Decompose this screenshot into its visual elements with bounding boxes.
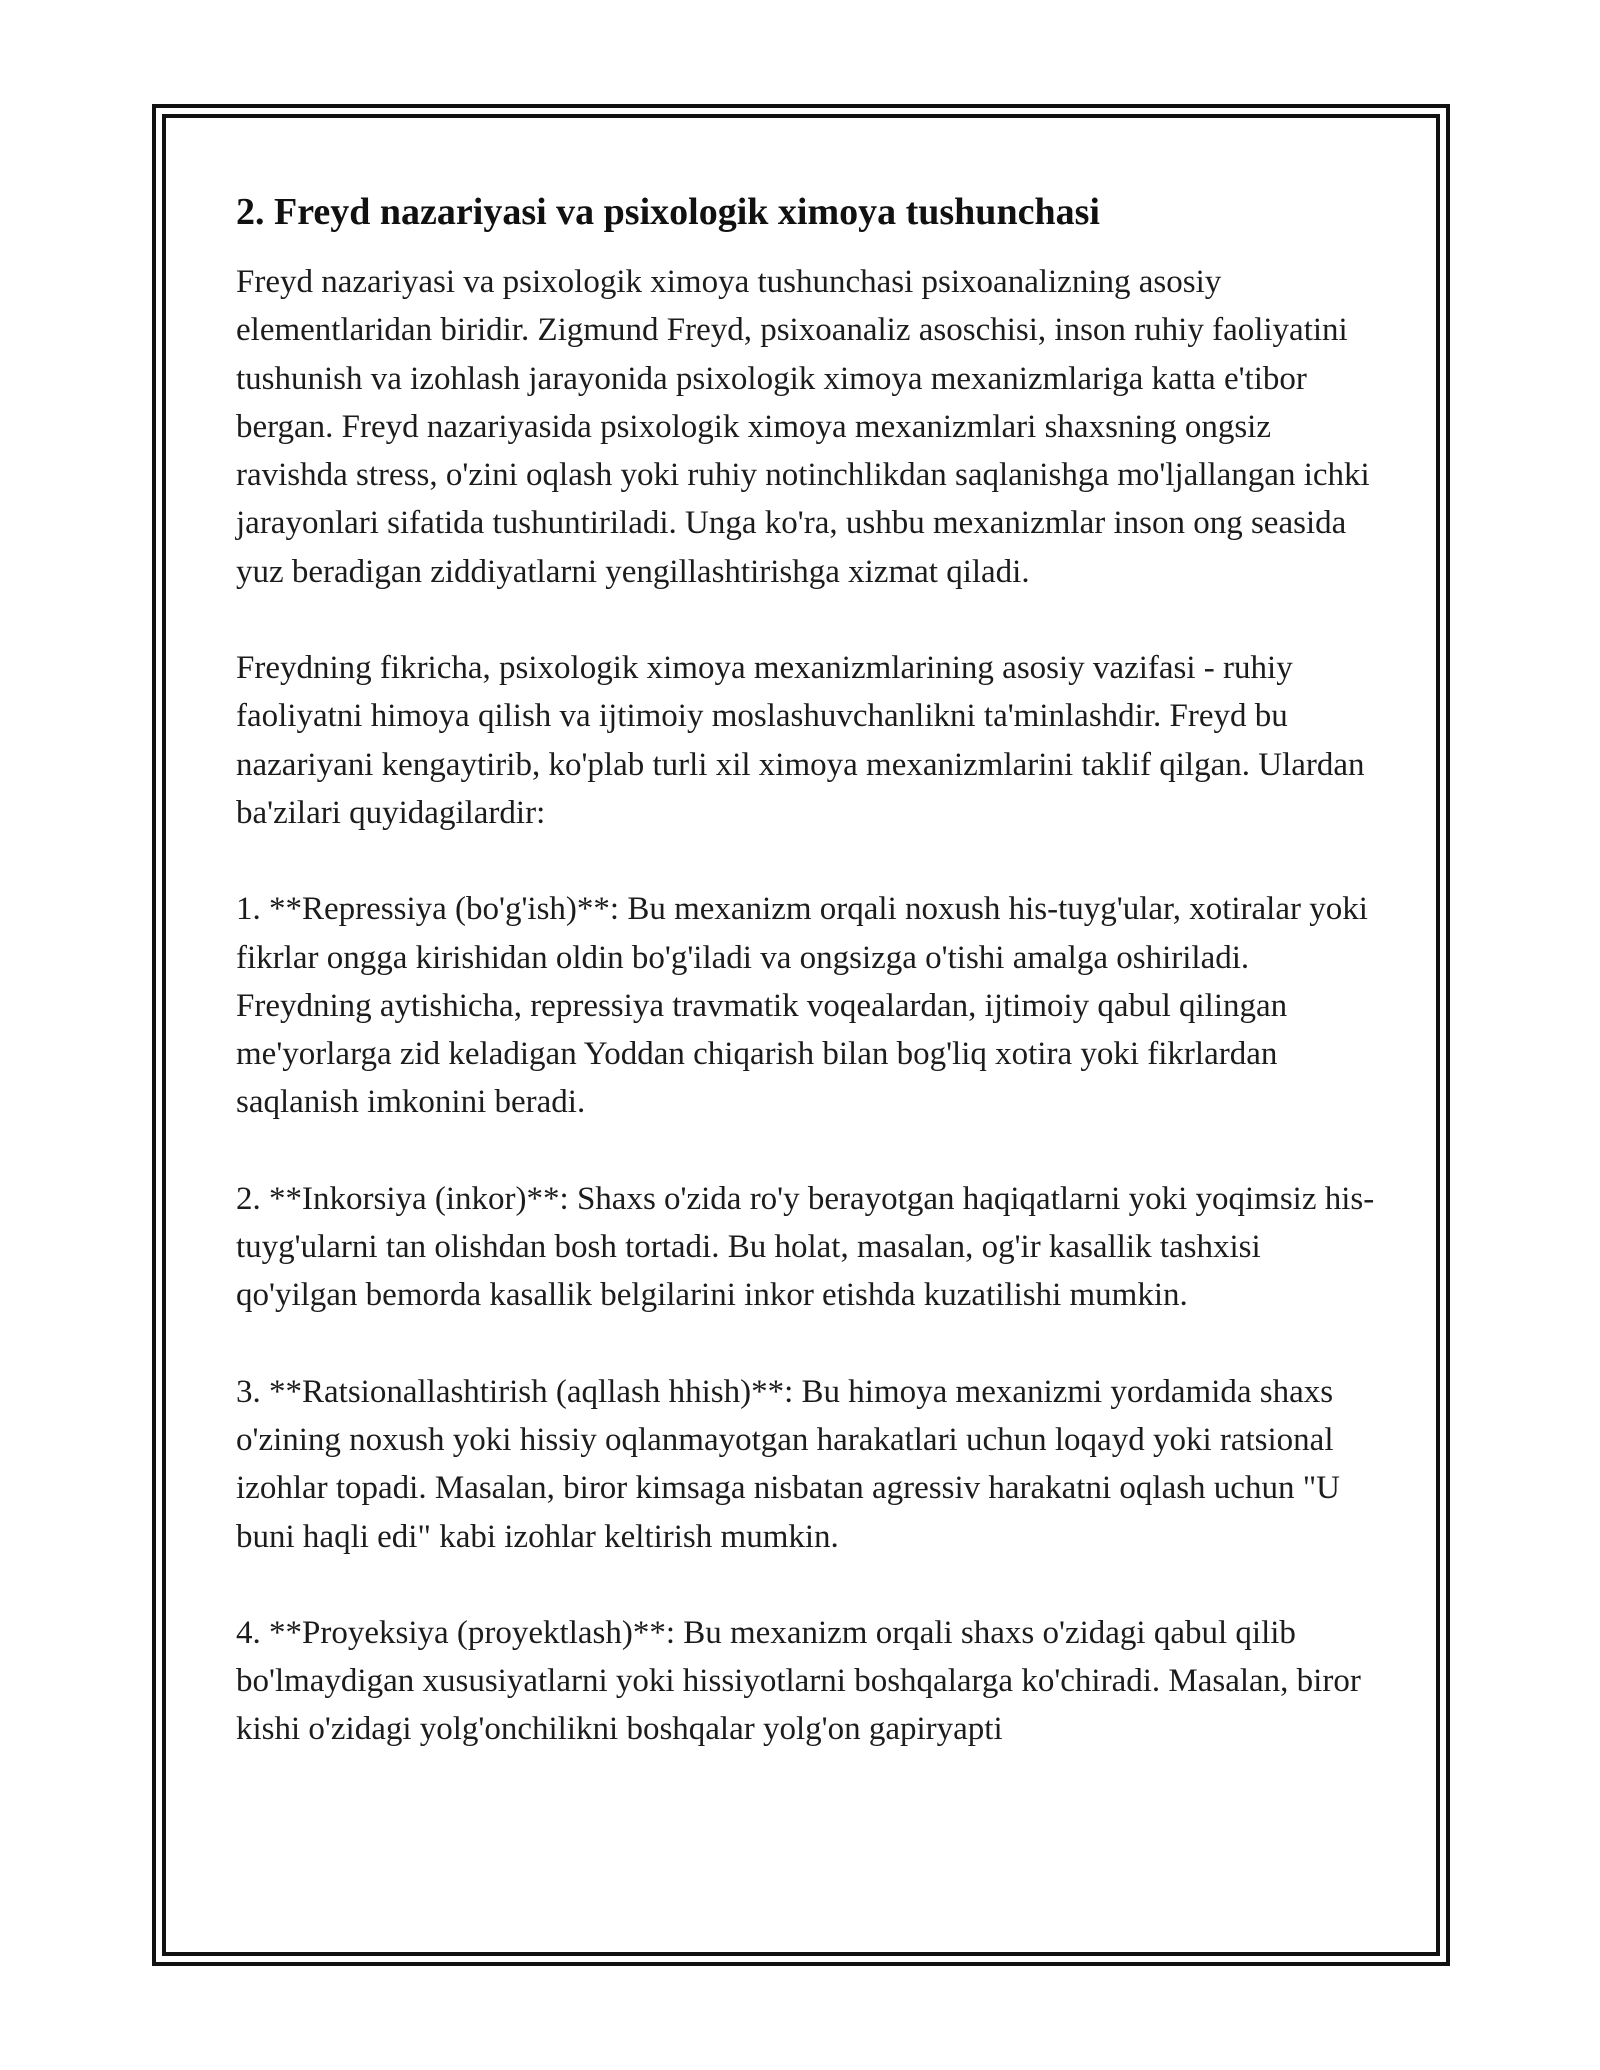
document-body [236,188,1386,1754]
list-item-repressiya: 1. **Repressiya (bo'g'ish)**: Bu mexanizm orqali noxush his-tuyg'ular, xotiralar yoki fikrlar ongga kirishidan oldin bo'g'iladi va ongsizga o'tishi amalga oshiriladi. Freydning aytishicha, repressiya travmatik voqealardan, ijtimoiy qabul qilingan me'yorlarga zid keladigan Yoddan chiqarish bilan bog'liq xotira yoki fikrlardan saqlanish imkonini beradi. [236,891,1368,1121]
list-item-ratsionallashtirish: 3. **Ratsionallashtirish (aqllash hhish)**: Bu himoya mexanizmi yordamida shaxs o'zining noxush yoki hissiy oqlanmayotgan harakatlari uchun loqayd yoki ratsional izohlar topadi. Masalan, biror kimsaga nisbatan agressiv harakatni oqlash uchun "U buni haqli edi" kabi izohlar keltirish mumkin. [236,1373,1341,1555]
list-item-proyeksiya: 4. **Proyeksiya (proyektlash)**: Bu mexanizm orqali shaxs o'zidagi qabul qilib bo'lmaydigan xususiyatlarni yoki hissiyotlarni boshqalarga ko'chiradi. Masalan, biror kishi o'zidagi yolg'onchilikni boshqalar yolg'on gapiryapti [236,1614,1361,1748]
paragraph-function: Freydning fikricha, psixologik ximoya mexanizmlarining asosiy vazifasi - ruhiy faoliyatni himoya qilish va ijtimoiy moslashuvchanlikni ta'minlashdir. Freyd bu nazariyani kengaytirib, ko'plab turli xil ximoya mexanizmlarini taklif qilgan. Ulardan ba'zilari quyidagilardir: [236,650,1365,831]
section-heading: 2. Freyd nazariyasi va psixologik ximoya tushunchasi [236,191,1100,233]
paragraph-intro: Freyd nazariyasi va psixologik ximoya tushunchasi psixoanalizning asosiy elementlaridan biridir. Zigmund Freyd, psixoanaliz asoschisi, inson ruhiy faoliyatini tushunish va izohlash jarayonida psixologik ximoya mexanizmlariga katta e'tibor bergan. Freyd nazariyasida psixologik ximoya mexanizmlari shaxsning ongsiz ravishda stress, o'zini oqlash yoki ruhiy notinchlikdan saqlanishga mo'ljallangan ichki jarayonlari sifatida tushuntiriladi. Unga ko'ra, ushbu mexanizmlar inson ong seasida yuz beradigan ziddiyatlarni yengillashtirishga xizmat qiladi. [236,264,1370,590]
list-item-inkorsiya: 2. **Inkorsiya (inkor)**: Shaxs o'zida ro'y berayotgan haqiqatlarni yoki yoqimsiz his-tuyg'ularni tan olishdan bosh tortadi. Bu holat, masalan, og'ir kasallik tashxisi qo'yilgan bemorda kasallik belgilarini inkor etishda kuzatilishi mumkin. [236,1180,1375,1314]
